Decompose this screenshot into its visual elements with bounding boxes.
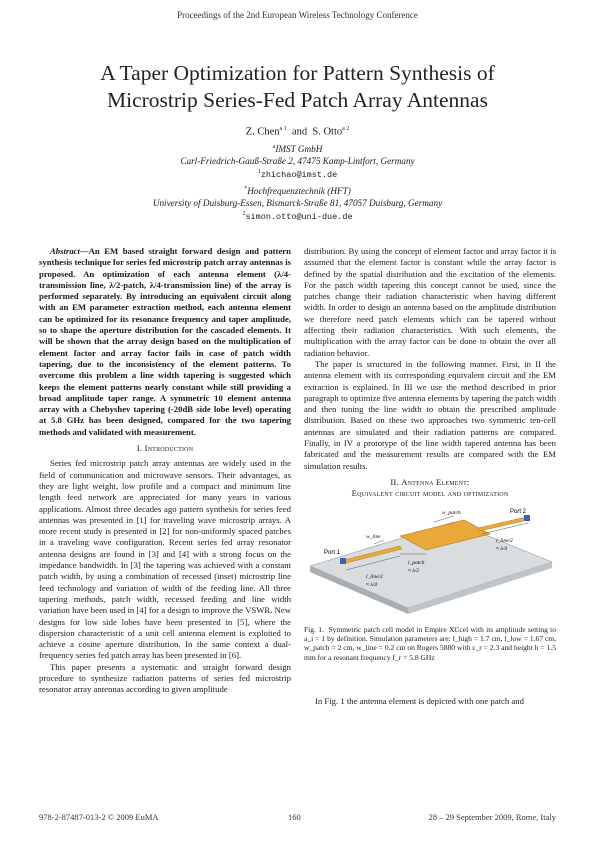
section-1-title: Introduction [144, 443, 194, 454]
figure-1-caption-text: Symmetric patch cell model in Empire XCcel with its amplitude setting to a_i = 1 by definition. Simulation parameters are: l_high = 1.7 cm, l_low = 1.67 cm, w_patch = 2 cm, w_line = 0.2 cm on Rogers 5880 with ε_r = 2.3 and height h = 1.5 mm for a resonant frequency f_r = 5.8 GHz [304, 624, 556, 662]
left-column [39, 246, 291, 696]
section-2-number: II. [390, 476, 399, 487]
affiliation-a-name: IMST GmbH [275, 144, 323, 155]
section-1-heading [39, 443, 291, 454]
l-line-right-approx: ≈ λ/4 [496, 545, 508, 552]
intro-paragraph-2: This paper presents a systematic and straight forward design procedure to synthesize radiation patterns of series fed microstrip resonator array antennas according to given amplitude [39, 661, 291, 695]
w-patch-label: w_patch [442, 509, 461, 516]
email-2[interactable]: simon.otto@uni-due.de [245, 212, 353, 223]
section-2-heading [304, 477, 556, 500]
figure-1-caption-label: Fig. 1. [304, 624, 324, 634]
affiliation-b [40, 184, 555, 224]
affiliation-a-address: Carl-Friedrich-Gauß-Straße 2, 47475 Kamp-Lintfort, Germany [180, 155, 415, 166]
email-2-mark: 2 [242, 211, 246, 218]
l-patch-label: l_patch [408, 559, 425, 566]
title-line-1: A Taper Optimization for Pattern Synthesis of [100, 61, 495, 85]
author-line [40, 126, 555, 138]
intro-paragraph-1: Series fed microstrip patch array antennas are widely used in the field of communication and microwave sensors. Their advantages, as they are light weight, low profile and a compact and minimum line length feed network are appreciated for many years in various applications. Almost three decades ago pattern synthesis for series feed antennas was presented in [1] for traveling wave microstrip arrays. A more recent study is presented in [2] for non-uniformly spaced patches in a traveling wave configuration. Recent series fed array resonator antenna designs are found in [3] and [4] with a strong focus on the impedance bandwidth. In [3] the tapering was achieved with a constant patch width, by using a combination of recessed (inset) microstrip line feed technology and variation of width of the feeding line. All three tapering methods, patch width, recessed feeding and line width variation have been used in [4] for a design to improve the VSWR. New designs for low side lobes have been presented in [5], where the dispersion characteristic of a unit cell antenna element is exploited to achieve a cosine aperture distribution. In the same context a dual-frequency series fed patch array has been presented in [6]. [39, 458, 291, 661]
figure-1 [304, 504, 556, 690]
abstract-text: —An EM based straight forward design and pattern synthesis technique for series fed microstrip patch array antennas is proposed. An optimization of each antenna element (λ/4-transmission line, λ/2-patch, λ/4-transmission line) of the array is performed separately. By introducing an equivalent circuit along with an EM parameter extraction method, each antenna element can be optimized for its resonance frequency and taper amplitude, so to shape the aperture distribution for the cascaded elements. It will be shown that the array design based on the multiplication of element factor and array factor fails in case of patch width tapering, due to the inconsistency of the element patterns. To overcome this problem a line width tapering is suggested which keeps the element patterns nearly constant while still providing a broad amplitude taper range. A symmetric 10 element antenna array with a Chebyshev tapering (-20dB side lobe level) operating at 5.8 GHz has been designed, compared for the two tapering methods and validated with measurement. [39, 246, 291, 437]
affiliation-b-name: Hochfrequenztechnik (HFT) [247, 186, 351, 197]
l-line-left-approx: ≈ λ/4 [366, 581, 378, 588]
author-2-mark: a 2 [342, 126, 350, 132]
abstract-label: Abstract [50, 246, 80, 256]
footer-page-number: 160 [288, 812, 301, 822]
l-patch-approx: ≈ λ/2 [408, 567, 420, 574]
author-and: and [291, 126, 308, 138]
section-2-subtitle: Equivalent circuit model and optimization [351, 488, 509, 499]
port-1-label: Port 1 [324, 549, 341, 556]
footer-isbn: 978-2-87487-013-2 © 2009 EuMA [39, 812, 159, 822]
footer-date: 28 – 29 September 2009, Rome, Italy [428, 812, 556, 822]
section-2-title: Antenna Element: [401, 476, 470, 487]
paper-title [40, 60, 555, 114]
l-line-left-label: l_line/2 [366, 573, 383, 580]
running-header: Proceedings of the 2nd European Wireless Technology Conference [177, 10, 418, 20]
w-line-marker [374, 540, 384, 544]
w-patch-marker [434, 516, 454, 522]
affiliation-b-address: University of Duisburg-Essen, Bismarck-Straße 81, 47057 Duisburg, Germany [152, 197, 443, 208]
port-2-label: Port 2 [510, 508, 527, 515]
port-2-marker [524, 515, 530, 521]
l-line-right-label: l_line/2 [496, 537, 513, 544]
email-1[interactable]: zhichao@imst.de [260, 170, 338, 181]
abstract [39, 246, 291, 438]
w-line-label: w_line [366, 533, 381, 540]
email-1-mark: 1 [257, 169, 261, 176]
port-1-marker [340, 558, 346, 564]
right-paragraph-2: The paper is structured in the following manner. First, in II the antenna element with its corresponding equivalent circuit and the EM extraction is explained. In III we use the method described in prior paragraph to optimize five antenna elements by tapering the patch width and then tuning the line width to obtain the prescribed amplitude distribution. Based on these two approaches two symmetric ten-cell antennas are simulated and their radiation patterns are compared. Finally, in IV a prototype of the line width tapered antenna has been fabricated and the measurement results are compared with the EM simulation results. [304, 358, 556, 471]
section-1-number: I. [136, 443, 143, 454]
title-line-2: Microstrip Series-Fed Patch Array Antennas [107, 88, 488, 112]
right-column [304, 246, 556, 707]
figure-1-caption [304, 625, 556, 662]
patch-cell-model-diagram [304, 504, 556, 616]
right-paragraph-1: distribution. By using the concept of element factor and array factor it is assumed that the element factor is constant while the array factor is defined by the spatial distribution and the excitation of the elements. For the patch width tapering this concept cannot be used, since the patches change their radiation characteristic when having different width. In order to design an antenna based on the amplitude distribution we therefore need patch elements which can be tapered without affecting their radiation characteristics. With such elements, the multiplication with the array factor can be done to obtain the over all radiation behavior. [304, 246, 556, 358]
right-paragraph-3: In Fig. 1 the antenna element is depicted with one patch and [315, 695, 524, 706]
author-2: S. Otto [312, 126, 343, 138]
author-1: Z. Chen [245, 126, 280, 138]
affiliation-b-mark: * [244, 186, 248, 192]
author-1-mark: a 1 [279, 126, 287, 132]
affiliation-a [40, 142, 555, 182]
affiliation-a-mark: a [272, 144, 276, 150]
